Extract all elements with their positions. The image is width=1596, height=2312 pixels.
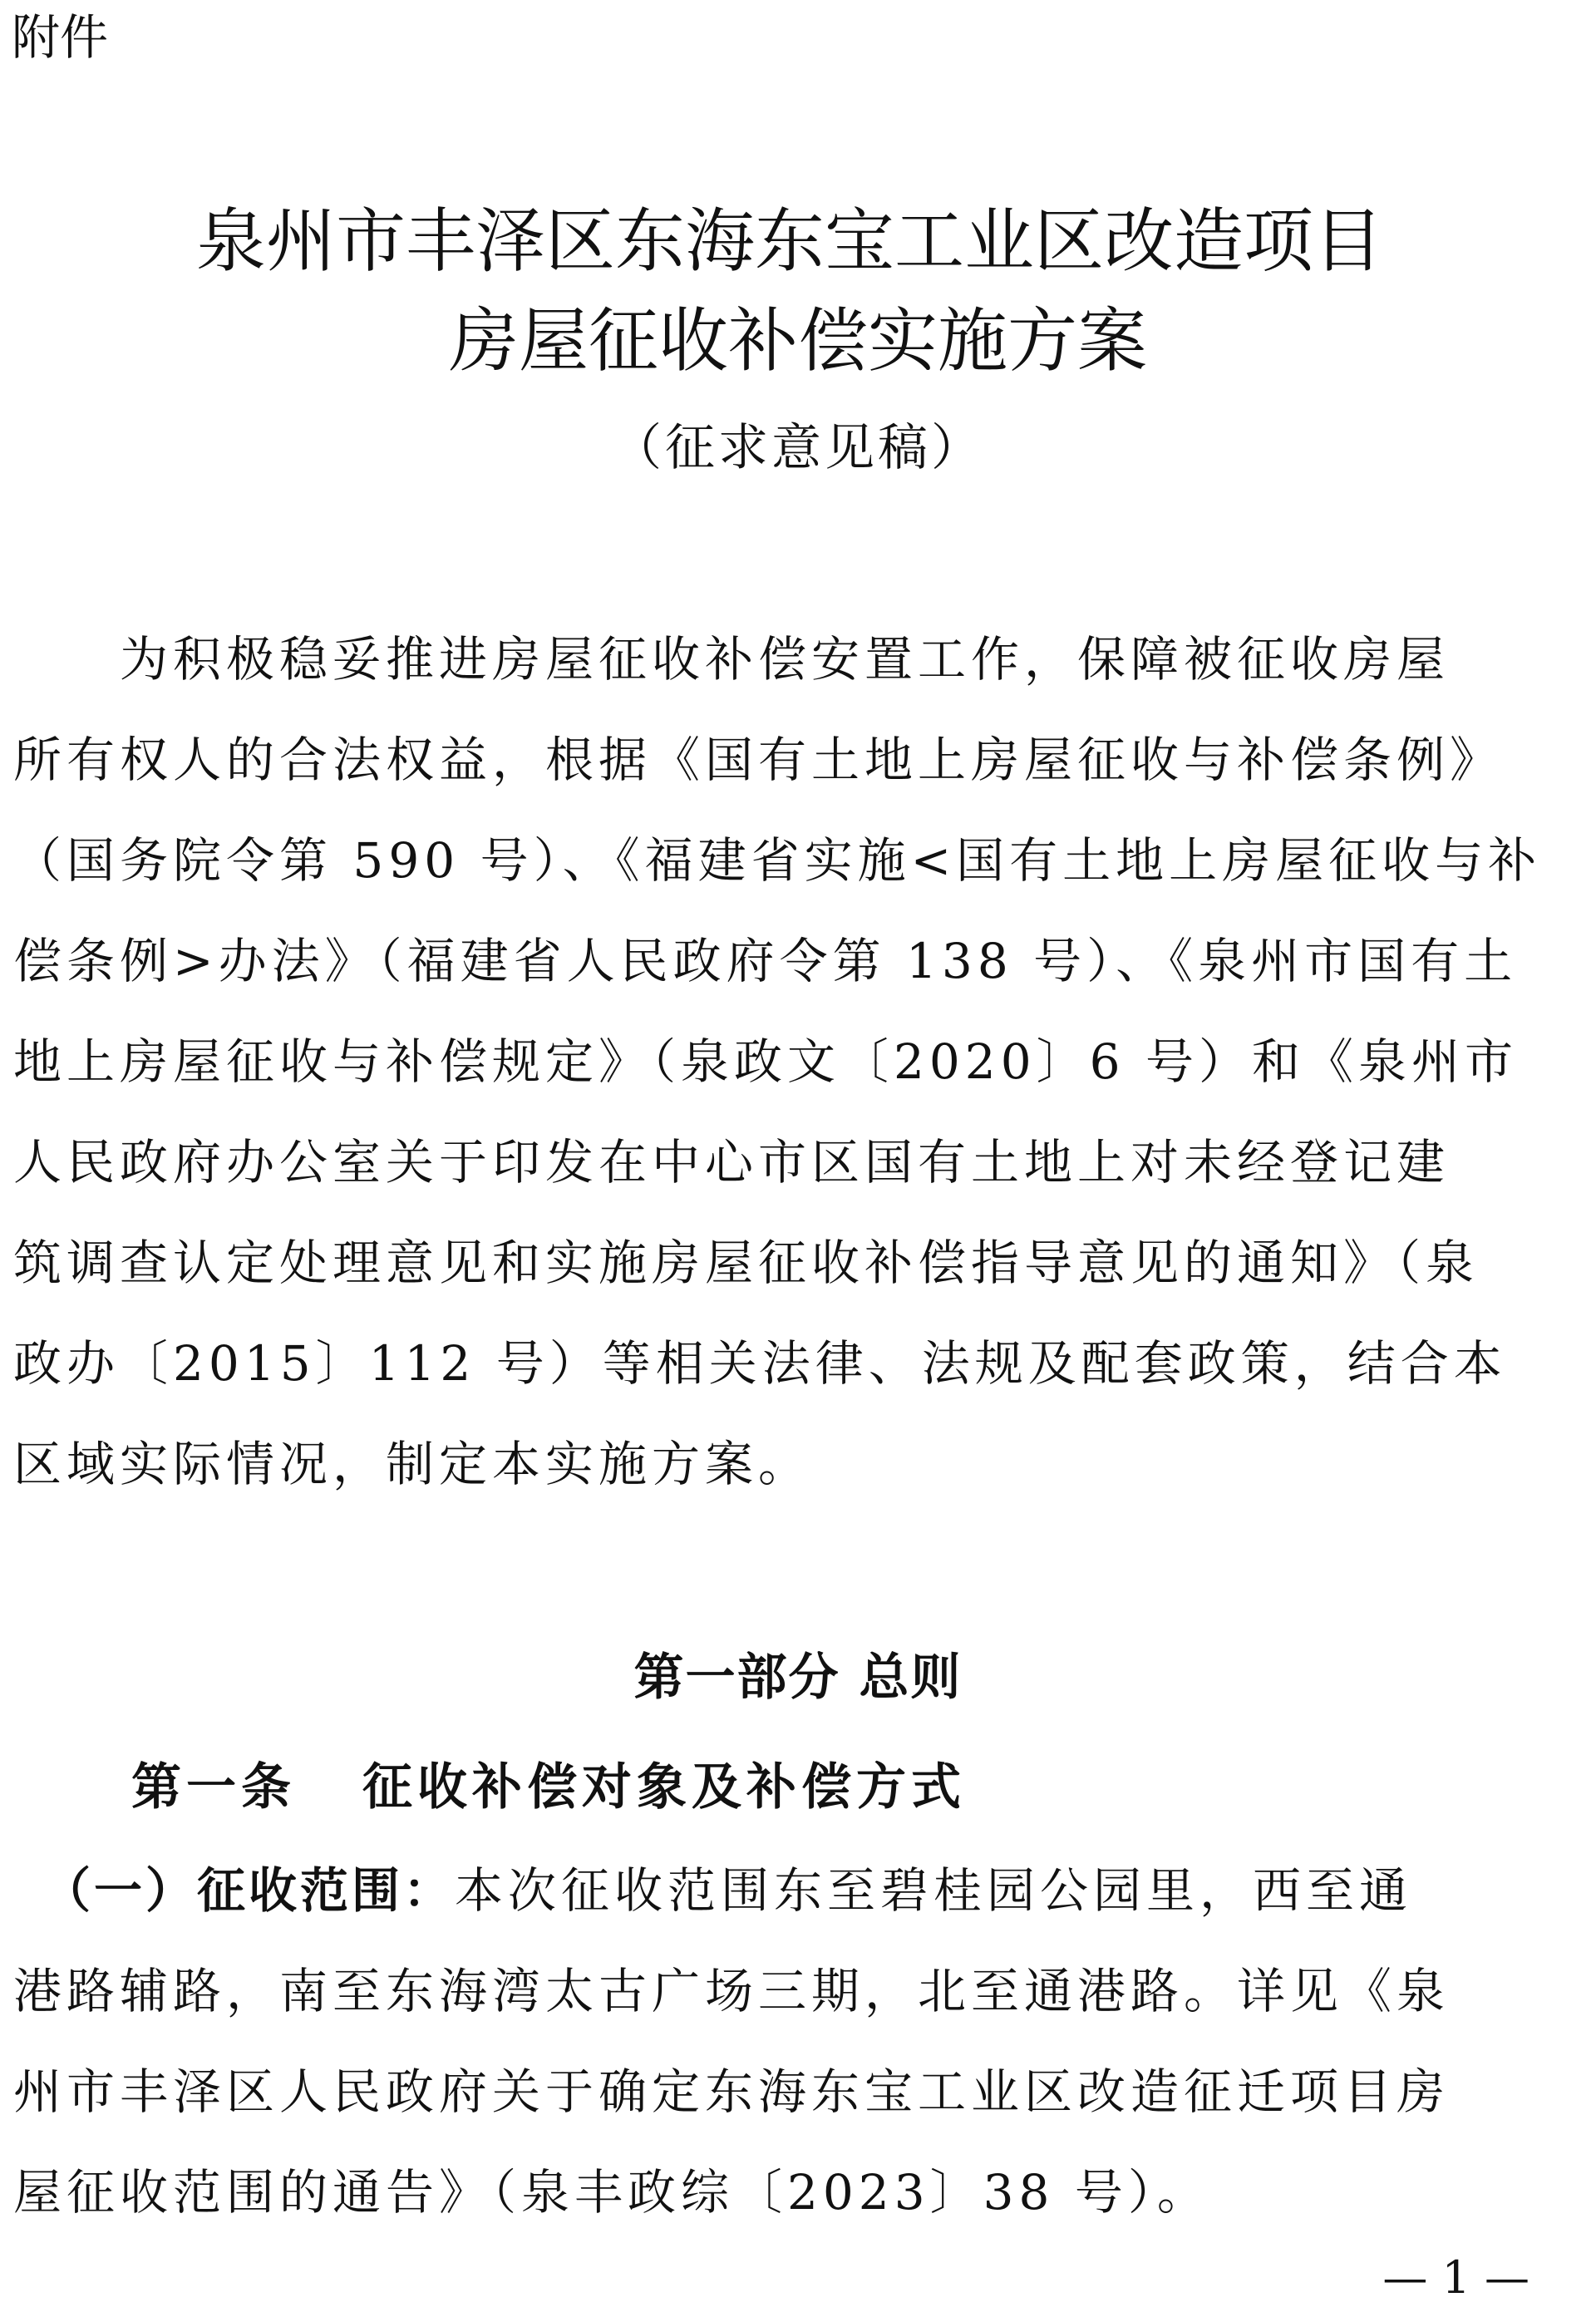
- part-one-heading: 第一部分 总则: [633, 1649, 963, 1707]
- scope-paragraph: [13, 1841, 1584, 2243]
- intro-line: 政办〔2015〕112 号）等相关法律、法规及配套政策，结合本: [13, 1335, 1507, 1392]
- scope-line: 屋征收范围的通告》（泉丰政综〔2023〕38 号）。: [13, 2164, 1210, 2221]
- intro-line: 所有权人的合法权益，根据《国有土地上房屋征收与补偿条例》: [13, 732, 1504, 788]
- article-one-heading: [131, 1746, 966, 1829]
- scope-first-line-text: 本次征收范围东至碧桂园公园里，西至通: [455, 1862, 1413, 1919]
- title-line-1: 泉州市丰泽区东海东宝工业区改造项目: [195, 200, 1383, 282]
- intro-line: 为积极稳妥推进房屋征收补偿安置工作，保障被征收房屋: [13, 631, 1451, 688]
- attachment-label: 附件: [12, 9, 109, 66]
- scope-lead: （一）征收范围：: [66, 1862, 456, 1919]
- intro-line: （国务院令第 590 号）、《福建省实施<国有土地上房屋征收与补: [13, 832, 1542, 889]
- article-title: 征收补偿对象及补偿方式: [362, 1758, 966, 1817]
- document-subtitle: （征求意见稿）: [612, 419, 984, 477]
- intro-paragraph: [13, 609, 1584, 1515]
- title-line-2: 房屋征收补偿实施方案: [448, 300, 1147, 382]
- scope-line: 州市丰泽区人民政府关于确定东海东宝工业区改造征迁项目房: [13, 2063, 1451, 2120]
- scope-line: 港路辅路，南至东海湾太古广场三期，北至通港路。详见《泉: [13, 1963, 1451, 2019]
- intro-line: 人民政府办公室关于印发在中心市区国有土地上对未经登记建: [13, 1134, 1451, 1191]
- intro-line: 筑调查认定处理意见和实施房屋征收补偿指导意见的通知》（泉: [13, 1235, 1480, 1291]
- article-number: 第一条: [131, 1758, 296, 1817]
- intro-line: 偿条例>办法》（福建省人民政府令第 138 号）、《泉州市国有土: [13, 933, 1518, 989]
- page-number: — 1 —: [1382, 2251, 1530, 2304]
- intro-line: 区域实际情况，制定本实施方案。: [13, 1436, 812, 1492]
- intro-line: 地上房屋征收与补偿规定》（泉政文〔2020〕6 号）和《泉州市: [13, 1033, 1518, 1090]
- document-title: [0, 191, 1596, 391]
- scope-line: [13, 1841, 1584, 1941]
